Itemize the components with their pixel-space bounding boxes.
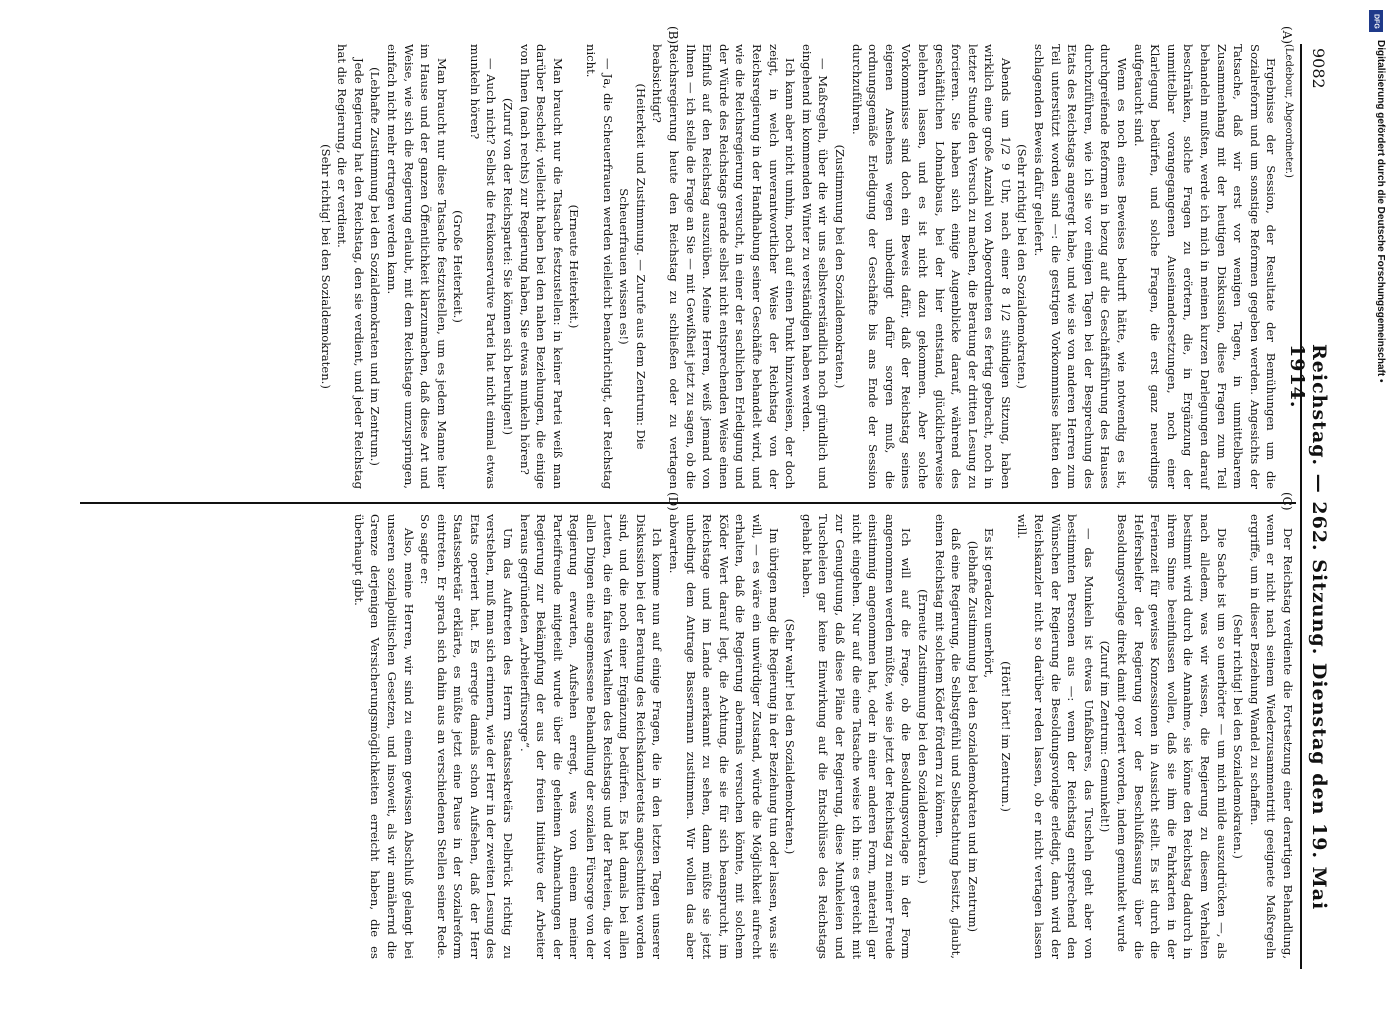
right-paragraph: (Sehr richtig! bei den Sozialdemokraten.): [1231, 614, 1246, 859]
margin-marker-c: (C): [1280, 492, 1294, 511]
left-paragraph: — Maßregeln, über die wir uns selbstverständlich noch gründlich und eingehend im kommenden Winter zu verständigen haben werden.: [799, 44, 831, 489]
margin-marker-a: (A): [1280, 26, 1294, 45]
speaker-tag: (Ledebour, Abgeordneter.): [1283, 44, 1294, 178]
right-paragraph: Ich komme nun auf einige Fragen, die in den letzten Tagen unserer Diskussion bei der Beratung des Reichskanzleretats angeschnitten worden sind, und die noch einer Ergänzung bedürfen. Es hat damals bei allen Leuten, die ein faires Verhalten des Reichstags und der Parteien, die vor allen Dingen eine angemessene Behandlung der sozialen Fürsorge von der Regierung erwarten, Aufsehen erregt, was von einem meiner Parteifreunde mitgeteilt wurde über die geheimen Abmachungen der Regierung zur Bekämpfung der aus der freien Initiative der Arbeiter heraus gegründeten „Arbeiterfürsorge“.: [517, 514, 665, 959]
left-paragraph: — Ja, die Scheuerfrauen werden vielleicht benachrichtigt, der Reichstag nicht.: [584, 44, 615, 489]
right-paragraph: (lebhafte Zustimmung bei den Sozialdemokraten und im Zentrum): [965, 540, 980, 933]
left-paragraph: Wenn es noch eines Beweises bedurft hätte, wie notwendig es ist, durchgreifende Reformen in bezug auf die Geschäftsführung des Hauses durchzuführen, wie ich sie vor einigen Tagen bei der Besprechung des Etats des Reichstags angeregt habe, und wie sie von anderen Herren zum Teil unterstützt worden sind —: die gestrigen Vorkommnisse hätten den schlagenden Beweis dafür geliefert.: [1032, 44, 1130, 489]
dfg-logo: DFG: [1369, 10, 1383, 32]
left-paragraphs: [317, 44, 1279, 489]
right-paragraph: Ich will auf die Frage, ob die Besoldungsvorlage in der Form angenommen werden müßte, wie sie jetzt der Reichstag zu meiner Freude einstimmig angenommen hat, oder in einer anderen Form, materiell gar nicht eingehen. Nur auf die eine Tatsache weise ich hin: es gereicht mit zur Genugtuung, daß diese Pläne der Regierung, diese Munkeleien und Tuscheleien gar keine Einwirkung auf die Entschlüsse des Reichstags gehabt haben.: [799, 514, 914, 959]
left-paragraph: (Sehr richtig! bei den Sozialdemokraten.): [1015, 144, 1030, 389]
left-paragraph: Jede Regierung hat den Reichstag, den sie verdient, und jeder Reichstag hat die Regierung, die er verdient.: [335, 44, 366, 489]
left-paragraph: — Auch nicht? Selbst die freikonservative Partei hat nicht einmal etwas munkeln hören?: [467, 44, 499, 489]
left-paragraph: (Heiterkeit und Zustimmung. — Zurufe aus dem Zentrum: Die Scheuerfrauen wissen es!): [617, 83, 648, 450]
document-page: [70, 26, 1330, 969]
left-paragraph: (Zuruf von der Reichspartei: Sie können sich beruhigen!): [501, 98, 516, 435]
right-paragraph: Im übrigen mag die Regierung in der Beziehung tun oder lassen, was sie will, — es wäre ein unwürdiger Zustand, würde die Möglichkeit aufrecht erhalten, daß die Regierung abermals versuchen könnte, mit solchem Köder Wert darauf legt, die Achtung, die sie für sich beansprucht, im Reichstage und im Lande anerkannt zu sehen, dann müßte sie jetzt unbedingt dem Antrage Bassermann zustimmen. Wir wollen das aber abwarten.: [667, 514, 781, 959]
margin-marker-b: (B): [666, 26, 680, 45]
right-paragraph: Die Sache ist um so unerhörter — um mich milde auszudrücken —, als nach alledem, was wir wissen, die Regierung zu diesem Verhalten bestimmt wird durch die Annahme, sie könne den Reichstag dadurch in ihrem Sinne beeinflussen wollen, daß sie ihm die Fahrkarten in der Ferienzeit für gewisse Konzessionen in Aussicht stellt. Es ist durch die Helfershelfer der Regierung vor der Beschlußfassung über die Besoldungsvorlage direkt damit operiert worden, indem gemunkelt wurde: [1115, 514, 1229, 959]
left-column: [80, 44, 1296, 489]
left-paragraph: (Lebhafte Zustimmung bei den Sozialdemokraten und im Zentrum.): [368, 67, 383, 466]
right-paragraphs: [350, 514, 1296, 959]
page-number: 9082: [1309, 48, 1328, 89]
right-paragraph: Um das Auftreten des Herrn Staatssekretärs Delbrück richtig zu verstehen, muß man sich erinnern, wie der Herr in der zweiten Lesung des Etats operiert hat. Es erregte damals schon Aufsehen, daß der Herr Staatssekretär erklärte, es müßte jetzt eine Pause in der Sozialreform eintreten. Er sprach sich dahin aus an verschiedenen Stellen seiner Rede. So sagte er:: [418, 514, 516, 959]
left-paragraph: (Sehr richtig! bei den Sozialdemokraten.): [318, 144, 333, 389]
left-paragraph: Man braucht nur diese Tatsache festzustellen, um es jedem Manne hier im Hause und der ganzen Öffentlichkeit klarzumachen, daß diese Art und Weise, wie sich die Regierung erlaubt, mit dem Reichstage umzuspringen, einfach nicht mehr ertragen werden kann.: [384, 44, 449, 489]
left-paragraph: (Zustimmung bei den Sozialdemokraten.): [832, 144, 847, 389]
right-paragraph: Also, meine Herren, wir sind zu einem gewissen Abschluß gelangt bei unseren sozialpolitischen Gesetzen, und insoweit, als wir annähernd die Grenze derjenigen Versicherungsmöglichkeiten erreicht haben, die es überhaupt gibt.: [351, 514, 416, 959]
left-paragraph: Man braucht nur die Tatsache festzustellen: in keiner Partei weiß man darüber Bescheid; vielleicht haben bei den nahen Beziehungen, die einige von Ihnen (nach rechts) zur Regierung haben, Sie etwas munkeln hören?: [517, 44, 565, 489]
left-paragraph: Ich kann aber nicht umhin, noch auf einen Punkt hinzuweisen, der doch zeigt, in welch unverantwortlicher Weise der Reichstag von der Reichsregierung in der Handhabung seiner Geschäfte behandelt wird, und wie die Reichsregierung versucht, in einer der sachlichen Erledigung und der Würde des Reichstags gerade selbst nicht entsprechenden Weise einen Einfluß auf den Reichstag auszuüben. Meine Herren, weiß jemand von Ihnen — ich stelle die Frage an Sie — mit Gewißheit jetzt zu sagen, ob die Reichsregierung heute den Reichstag zu schließen oder zu vertagen beabsichtigt?: [650, 44, 798, 489]
digitization-credit: [1372, 10, 1386, 990]
right-paragraph: Der Reichstag verdiente die Fortsetzung einer derartigen Behandlung, wenn er nicht nach seinem Wiederzusammentritt geeignete Maßregeln ergriffe, um in dieser Beziehung Wandel zu schaffen.: [1247, 514, 1295, 959]
right-column: [80, 514, 1296, 959]
right-paragraph: — das Munkeln ist etwas Unfaßbares, das Tuscheln geht aber von bestimmten Personen aus —: wenn der Reichstag entsprechend den Wünschen der Regierung die Besoldungsvorlage erledigt, dann wird der Reichskanzler nicht so darüber reden lassen, ob er nicht vertagen lassen will.: [1015, 514, 1096, 959]
margin-marker-d: (D): [666, 492, 680, 511]
left-paragraph: Ergebnisse der Session, der Resultate der Bemühungen um die Sozialreform und um sonstige Reformen gegeben werden. Angesichts der Tatsache, daß wir erst vor wenigen Tagen, in unmittelbarem Zusammenhang mit der heutigen Diskussion, diese Fragen zum Teil behandeln mußten, werde ich mich in meinen kurzen Darlegungen darauf beschränken, solche Fragen zu erörtern, die, in Ergänzung der unmittelbar vorangegangenen Auseinandersetzungen, noch einer Klarlegung bedürfen, und solche Fragen, die erst ganz neuerdings aufgetaucht sind.: [1131, 44, 1279, 489]
right-paragraph: (Sehr wahr! bei den Sozialdemokraten.): [783, 618, 798, 855]
left-paragraph: (Erneute Heiterkeit.): [567, 204, 582, 329]
right-paragraph: (Hört! hört! im Zentrum.): [998, 661, 1013, 812]
left-paragraph: Abends um 1/2 9 Uhr, nach einer 8 1/2 stündigen Sitzung, haben wirklich eine große Anzahl von Abgeordneten es fertig gebracht, noch in letzter Stunde den Versuch zu machen, die Beratung der dritten Lesung zu forcieren. Sie haben sich einige Augenblicke darauf, während des geschäftlichen Lohnabbaus, bei der hier entstand, glücklicherweise belehren lassen, und es ist nicht dazu gekommen. Aber solche Vorkommnisse sind doch ein Beweis dafür, daß der Reichstag seines eigenen Ansehens wegen unbedingt dafür sorgen muß, die ordnungsgemäße Erledigung der Geschäfte bis ans Ende der Session durchzuführen.: [849, 44, 1013, 489]
right-paragraph: daß eine Regierung, die Selbstgefühl und Selbstachtung besitzt, glaubt, einen Reichstag mit solchem Köder fördern zu können.: [932, 514, 964, 959]
right-paragraph: (Zuruf im Zentrum: Gemunkelt!): [1098, 640, 1113, 833]
credit-text: Digitalisierung gefördert durch die Deutsche Forschungsgemeinschaft •: [1375, 40, 1386, 383]
right-paragraph: Es ist geradezu unerhört,: [982, 528, 997, 679]
right-paragraph: (Erneute Zustimmung bei den Sozialdemokraten.): [915, 589, 930, 884]
left-paragraph: (Große Heiterkeit.): [451, 210, 466, 323]
page-title: Reichstag. — 262. Sitzung. Dienstag den 19. Mai 1914.: [1286, 344, 1330, 911]
column-divider: [80, 502, 1296, 504]
